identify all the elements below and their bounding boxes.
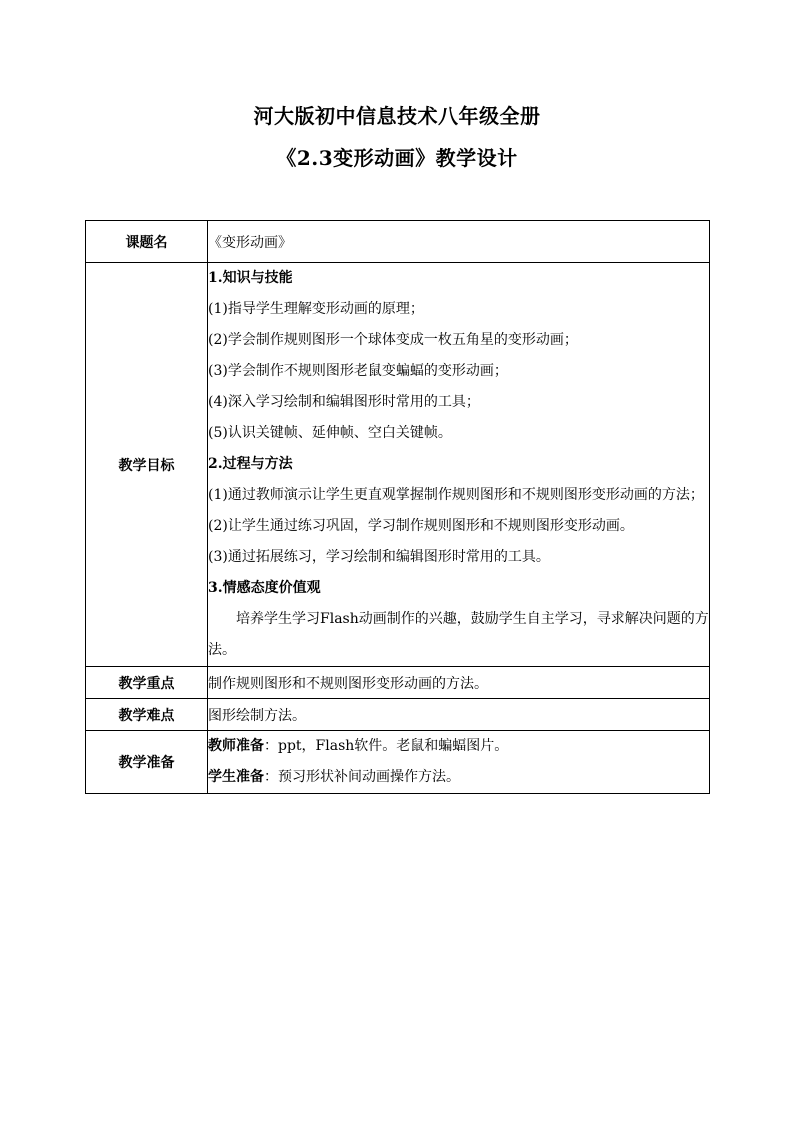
lesson-plan-table: [85, 220, 710, 794]
student-preparation-label: 学生准备: [208, 769, 264, 785]
knowledge-item: (2)学会制作规则图形一个球体变成一枚五角星的变形动画；: [208, 332, 578, 348]
table-row-preparation: [86, 731, 710, 794]
knowledge-item: (5)认识关键帧、延伸帧、空白关键帧。: [208, 425, 452, 441]
difficulties-value: 图形绘制方法。: [208, 699, 710, 731]
attitude-text: 培养学生学习Flash动画制作的兴趣，鼓励学生自主学习，寻求解决问题的方法。: [208, 611, 709, 658]
knowledge-item: (4)深入学习绘制和编辑图形时常用的工具；: [208, 394, 480, 410]
topic-value: 《变形动画》: [208, 221, 710, 263]
knowledge-heading: 1.知识与技能: [208, 270, 293, 286]
table-row-key-points: [86, 667, 710, 699]
objectives-label: 教学目标: [86, 263, 208, 667]
key-points-label: 教学重点: [86, 667, 208, 699]
table-row-topic: [86, 221, 710, 263]
teacher-preparation: [208, 731, 709, 762]
knowledge-item: (3)学会制作不规则图形老鼠变蝙蝠的变形动画；: [208, 363, 508, 379]
student-preparation: [208, 762, 709, 793]
difficulties-label: 教学难点: [86, 699, 208, 731]
objectives-content: [208, 263, 710, 667]
teacher-preparation-value: ：ppt，Flash软件。老鼠和蝙蝠图片。: [264, 738, 509, 754]
document-title: 河大版初中信息技术八年级全册: [253, 104, 541, 128]
teacher-preparation-label: 教师准备: [208, 738, 264, 754]
key-points-value: 制作规则图形和不规则图形变形动画的方法。: [208, 667, 710, 699]
process-heading: 2.过程与方法: [208, 456, 293, 472]
process-item: (2)让学生通过练习巩固，学习制作规则图形和不规则图形变形动画。: [208, 518, 634, 534]
document-subtitle: 《2.3变形动画》教学设计: [276, 146, 518, 170]
topic-label: 课题名: [86, 221, 208, 263]
student-preparation-value: ：预习形状补间动画操作方法。: [264, 769, 460, 785]
knowledge-item: (1)指导学生理解变形动画的原理；: [208, 301, 424, 317]
process-item: (1)通过教师演示让学生更直观掌握制作规则图形和不规则图形变形动画的方法；: [208, 487, 704, 503]
preparation-label: 教学准备: [86, 731, 208, 794]
table-row-difficulties: [86, 699, 710, 731]
table-row-objectives: [86, 263, 710, 667]
process-item: (3)通过拓展练习，学习绘制和编辑图形时常用的工具。: [208, 549, 550, 565]
preparation-content: [208, 731, 710, 794]
attitude-heading: 3.情感态度价值观: [208, 580, 321, 596]
